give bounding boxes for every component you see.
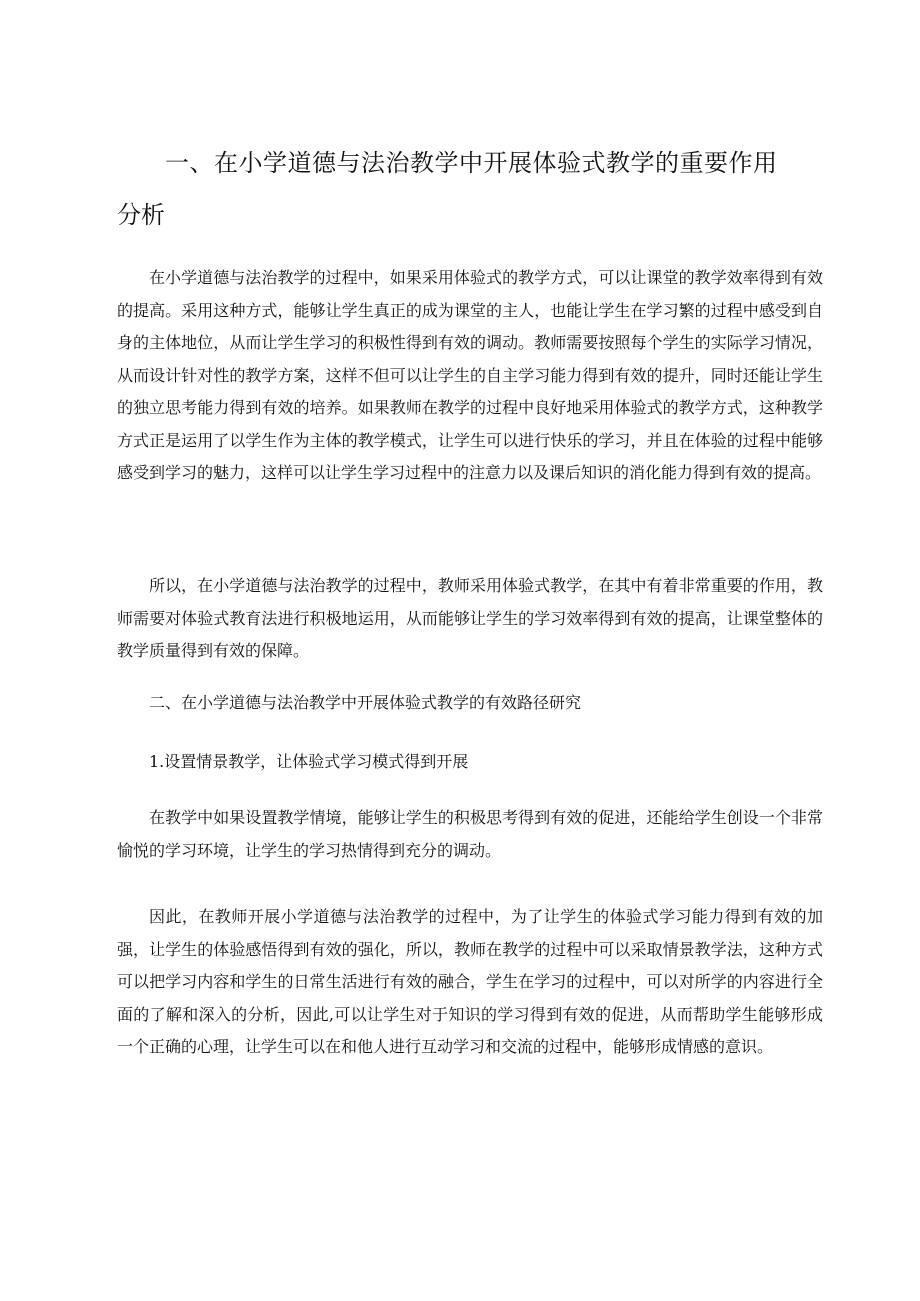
- body-paragraph-2: 所以，在小学道德与法治教学的过程中，教师采用体验式教学，在其中有着非常重要的作用，教师需要对体验式教育法进行积极地运用，从而能够让学生的学习效率得到有效的提高，让课堂整体的教学质量得到有效的保障。: [117, 576, 823, 660]
- section-heading-2: 二、在小学道德与法治教学中开展体验式教学的有效路径研究: [149, 693, 582, 712]
- section-title-continuation: 分析: [117, 201, 165, 229]
- body-paragraph-1: 在小学道德与法治教学的过程中，如果采用体验式的教学方式，可以让课堂的教学效率得到有效的提高。采用这种方式，能够让学生真正的成为课堂的主人，也能让学生在学习繁的过程中感受到自身的主体地位，从而让学生学习的积极性得到有效的调动。教师需要按照每个学生的实际学习情况，从而设计针对性的教学方案，这样不但可以让学生的自主学习能力得到有效的提升，同时还能让学生的独立思考能力得到有效的培养。如果教师在教学的过程中良好地采用体验式的教学方式，这种教学方式正是运用了以学生作为主体的教学模式，让学生可以进行快乐的学习，并且在体验的过程中能够感受到学习的魅力，这样可以让学生学习过程中的注意力以及课后知识的消化能力得到有效的提高。: [117, 268, 823, 482]
- section-title: 一、在小学道德与法治教学中开展体验式教学的重要作用: [165, 149, 778, 177]
- subsection-heading-1: 1.设置情景教学，让体验式学习模式得到开展: [149, 752, 469, 771]
- body-paragraph-4: 因此，在教师开展小学道德与法治教学的过程中，为了让学生的体验式学习能力得到有效的加强，让学生的体验感悟得到有效的强化，所以，教师在教学的过程中可以采取情景教学法，这种方式可以把学习内容和学生的日常生活进行有效的融合，学生在学习的过程中，可以对所学的内容进行全面的了解和深入的分析，因此,可以让学生对于知识的学习得到有效的促进，从而帮助学生能够形成一个正确的心理，让学生可以在和他人进行互动学习和交流的过程中，能够形成情感的意识。: [117, 907, 823, 1056]
- body-paragraph-3: 在教学中如果设置教学情境，能够让学生的积极思考得到有效的促进，还能给学生创设一个非常愉悦的学习环境，让学生的学习热情得到充分的调动。: [117, 808, 823, 860]
